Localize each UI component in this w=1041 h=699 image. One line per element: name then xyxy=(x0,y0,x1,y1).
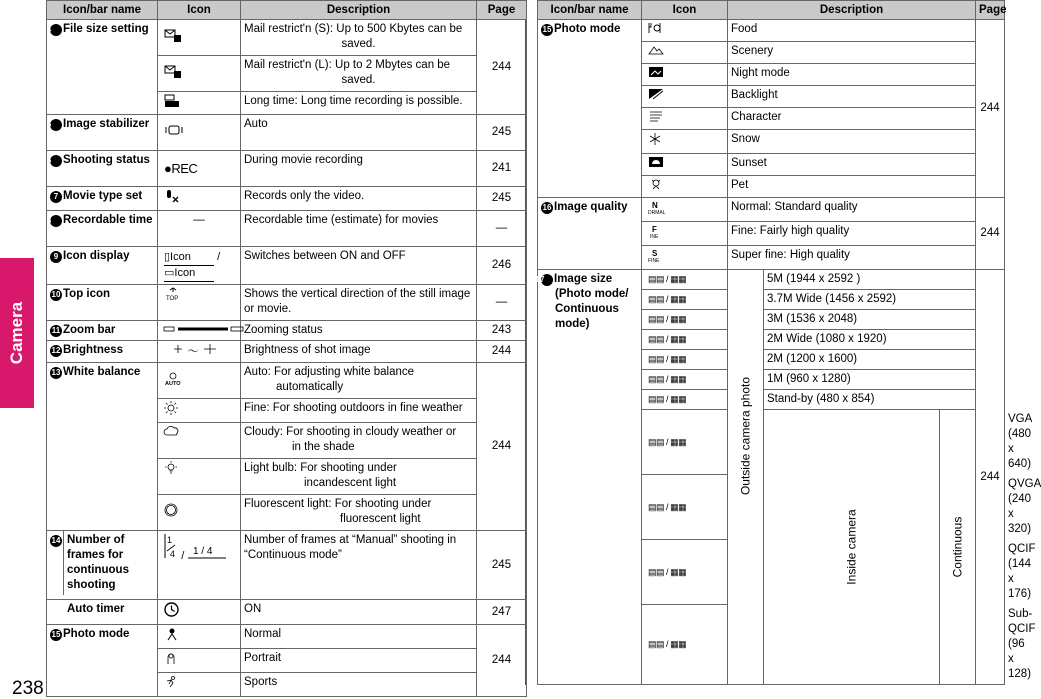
size-5m-icon: ▤▤ xyxy=(648,274,665,284)
page-movie-type: 245 xyxy=(477,187,527,211)
row-name-image-quality: 16 Image quality xyxy=(538,198,642,270)
page-top-icon: — xyxy=(477,285,527,321)
timer-icon xyxy=(158,600,241,625)
zoom-bar-icon xyxy=(158,321,241,341)
quality-superfine-icon xyxy=(642,246,728,270)
wb-fluorescent-icon xyxy=(158,495,241,531)
mode-sports-icon xyxy=(158,673,241,697)
desc-mode-sunset: Sunset xyxy=(728,154,976,176)
desc-file-size-long: Long time: Long time recording is possible. xyxy=(241,92,477,115)
desc-size-2m-wide: 2M Wide (1080 x 1920) xyxy=(764,330,976,350)
quality-normal-icon xyxy=(642,198,728,222)
desc-quality-superfine: Super fine: High quality xyxy=(728,246,976,270)
mode-pet-icon xyxy=(642,176,728,198)
size-icon-pair: ▤▤ / ▦▦ xyxy=(642,270,728,290)
top-direction-icon xyxy=(158,285,241,321)
quality-fine-icon xyxy=(642,222,728,246)
row-name-recordable: 8 Recordable time xyxy=(47,211,158,247)
header-icon: Icon xyxy=(158,1,241,20)
desc-wb-fluorescent: Fluorescent light: For shooting under fluorescent light xyxy=(241,495,477,531)
page-photo-mode-right: 244 xyxy=(976,20,1005,198)
icon-off-icon: ▭Icon xyxy=(164,266,214,282)
page-auto-timer: 247 xyxy=(477,600,527,625)
mode-night-icon xyxy=(642,64,728,86)
svg-text:1 / 4: 1 / 4 xyxy=(193,546,213,557)
svg-text:1: 1 xyxy=(167,535,173,545)
frames-small-icon xyxy=(164,533,178,559)
wb-light-bulb-icon xyxy=(158,459,241,495)
mode-snow-icon xyxy=(642,130,728,154)
desc-size-3m: 3M (1536 x 2048) xyxy=(764,310,976,330)
size-icon-pair: ▤▤ / ▦▦ xyxy=(642,350,728,370)
desc-frames: Number of frames at “Manual” shooting in “Continuous mode” xyxy=(241,531,477,600)
svg-text:F: F xyxy=(652,225,657,234)
header-name-right: Icon/bar name xyxy=(538,1,642,20)
row-name-file-size: 4 File size setting xyxy=(47,20,158,115)
desc-quality-normal: Normal: Standard quality xyxy=(728,198,976,222)
size-icon-pair: ▤▤ / ▦▦ xyxy=(642,330,728,350)
svg-text:TOP: TOP xyxy=(166,296,179,302)
page-shooting: 241 xyxy=(477,151,527,187)
size-1m-cont-icon: ▦▦ xyxy=(670,374,687,384)
mode-food-icon xyxy=(642,20,728,42)
size-3m-icon: ▤▤ xyxy=(648,314,665,324)
icon-display-icons: ▯Icon / ▭Icon xyxy=(158,247,241,285)
size-1m-icon: ▤▤ xyxy=(648,374,665,384)
row-name-stabilizer: 5 Image stabilizer xyxy=(47,115,158,151)
desc-file-size-s: Mail restrict'n (S): Up to 500 Kbytes can be saved. xyxy=(241,20,477,56)
size-subqcif-icon: ▤▤ xyxy=(648,639,665,649)
row-name-white-balance: 13 White balance xyxy=(47,363,158,531)
page-file-size: 244 xyxy=(477,20,527,115)
page-image-quality: 244 xyxy=(976,198,1005,270)
desc-stabilizer: Auto xyxy=(241,115,477,151)
svg-text:FINE: FINE xyxy=(648,258,660,264)
row-name-image-size: 17 Image size (Photo mode/ Continuous mode) xyxy=(538,270,642,685)
wb-auto-icon xyxy=(158,363,241,399)
row-name-top-icon: 10 Top icon xyxy=(47,285,158,321)
desc-mode-night: Night mode xyxy=(728,64,976,86)
size-2m-icon: ▤▤ xyxy=(648,354,665,364)
svg-text:AUTO: AUTO xyxy=(165,381,181,387)
page-image-size: 244 xyxy=(976,270,1005,685)
page-zoom: 243 xyxy=(477,321,527,341)
size-vga-cont-icon: ▦▦ xyxy=(670,436,687,447)
desc-zoom: Zooming status xyxy=(241,321,477,341)
mic-off-icon xyxy=(158,187,241,211)
continuous-label: Continuous xyxy=(940,410,976,685)
row-name-photo-mode-left: 15 Photo mode xyxy=(47,625,158,697)
size-icon-pair: ▤▤ / ▦▦ xyxy=(642,390,728,410)
desc-quality-fine: Fine: Fairly high quality xyxy=(728,222,976,246)
rec-icon: ●REC xyxy=(158,151,241,187)
page-recordable: — xyxy=(477,211,527,247)
page-icon-display: 246 xyxy=(477,247,527,285)
size-qcif-icon: ▤▤ xyxy=(648,566,665,577)
desc-mode-character: Character xyxy=(728,108,976,130)
svg-text:S: S xyxy=(652,249,658,258)
header-page: Page xyxy=(477,1,527,20)
size-icon-pair: ▤▤ / ▦▦ xyxy=(642,410,728,475)
mode-backlight-icon xyxy=(642,86,728,108)
svg-text:4: 4 xyxy=(170,549,176,559)
size-icon-pair: ▤▤ / ▦▦ xyxy=(642,290,728,310)
desc-wb-fine: Fine: For shooting outdoors in fine weather xyxy=(241,399,477,423)
size-vga-icon: ▤▤ xyxy=(648,436,665,447)
page-photo-mode-left: 244 xyxy=(477,625,527,697)
desc-mode-backlight: Backlight xyxy=(728,86,976,108)
wb-cloudy-icon xyxy=(158,423,241,459)
stabilizer-icon xyxy=(158,115,241,151)
header-desc: Description xyxy=(241,1,477,20)
mode-portrait-icon xyxy=(158,649,241,673)
page-brightness: 244 xyxy=(477,341,527,363)
size-standby-icon: ▤▤ xyxy=(648,394,665,404)
row-name-icon-display: 9 Icon display xyxy=(47,247,158,285)
long-time-icon xyxy=(158,92,241,115)
desc-top-icon: Shows the vertical direction of the still image or movie. xyxy=(241,285,477,321)
mail-restrict-s-icon xyxy=(158,20,241,56)
section-tab: Camera xyxy=(0,258,34,408)
size-2m-cont-icon: ▦▦ xyxy=(670,354,687,364)
frames-icons: 1 4 / 1 / 4 xyxy=(158,531,241,600)
size-icon-pair: ▤▤ / ▦▦ xyxy=(642,475,728,540)
mode-sunset-icon xyxy=(642,154,728,176)
size-icon-pair: ▤▤ / ▦▦ xyxy=(642,370,728,390)
desc-file-size-l: Mail restrict'n (L): Up to 2 Mbytes can be saved. xyxy=(241,56,477,92)
brightness-high-icon xyxy=(202,343,218,355)
wb-fine-icon xyxy=(158,399,241,423)
size-subqcif-cont-icon: ▦▦ xyxy=(670,639,687,649)
desc-shooting: During movie recording xyxy=(241,151,477,187)
size-icon-pair: ▤▤ / ▦▦ xyxy=(642,605,728,685)
size-standby-cont-icon: ▦▦ xyxy=(670,394,687,404)
inside-camera-label: Inside camera xyxy=(764,410,940,685)
desc-recordable: Recordable time (estimate) for movies xyxy=(241,211,477,247)
header-name: Icon/bar name xyxy=(47,1,158,20)
desc-brightness: Brightness of shot image xyxy=(241,341,477,363)
mail-restrict-l-icon xyxy=(158,56,241,92)
size-icon-pair: ▤▤ / ▦▦ xyxy=(642,540,728,605)
size-icon-pair: ▤▤ / ▦▦ xyxy=(642,310,728,330)
desc-size-1m: 1M (960 x 1280) xyxy=(764,370,976,390)
desc-mode-sports: Sports xyxy=(241,673,477,697)
svg-text:DRMAL: DRMAL xyxy=(648,210,666,216)
desc-size-2m: 2M (1200 x 1600) xyxy=(764,350,976,370)
page-frames: 245 xyxy=(477,531,527,600)
mode-character-icon xyxy=(642,108,728,130)
desc-wb-auto: Auto: For adjusting white balance automatically xyxy=(241,363,477,399)
brightness-low-icon xyxy=(172,343,184,355)
desc-size-37m: 3.7M Wide (1456 x 2592) xyxy=(764,290,976,310)
size-37m-cont-icon: ▦▦ xyxy=(670,294,687,304)
size-qvga-cont-icon: ▦▦ xyxy=(670,501,687,512)
header-icon-right: Icon xyxy=(642,1,728,20)
desc-mode-normal: Normal xyxy=(241,625,477,649)
desc-movie-type: Records only the video. xyxy=(241,187,477,211)
page-white-balance: 244 xyxy=(477,363,527,531)
desc-mode-scenery: Scenery xyxy=(728,42,976,64)
size-qcif-cont-icon: ▦▦ xyxy=(670,566,687,577)
size-2m-wide-icon: ▤▤ xyxy=(648,334,665,344)
desc-wb-bulb: Light bulb: For shooting under incandescent light xyxy=(241,459,477,495)
row-name-photo-mode-right: 15 Photo mode xyxy=(538,20,642,198)
size-5m-cont-icon: ▦▦ xyxy=(670,274,687,284)
desc-size-standby: Stand-by (480 x 854) xyxy=(764,390,976,410)
recordable-icon: — xyxy=(158,211,241,247)
icon-on-icon: ▯Icon xyxy=(164,250,214,266)
desc-mode-portrait: Portrait xyxy=(241,649,477,673)
svg-text:INE: INE xyxy=(650,234,659,240)
size-37m-icon: ▤▤ xyxy=(648,294,665,304)
desc-size-5m: 5M (1944 x 2592 ) xyxy=(764,270,976,290)
row-name-auto-timer: Auto timer xyxy=(47,600,158,625)
size-2m-wide-cont-icon: ▦▦ xyxy=(670,334,687,344)
desc-mode-snow: Snow xyxy=(728,130,976,154)
svg-text:N: N xyxy=(652,201,658,210)
size-3m-cont-icon: ▦▦ xyxy=(670,314,687,324)
mode-normal-icon xyxy=(158,625,241,649)
page-number: 238 xyxy=(12,678,44,699)
row-name-brightness: 12 Brightness xyxy=(47,341,158,363)
desc-mode-food: Food xyxy=(728,20,976,42)
outside-camera-label: Outside camera photo xyxy=(728,270,764,685)
right-table: Icon/bar name Icon Description Page 15 Photo mode Food 244 Scenery Night mode Backlight Character Snow Sunset Pet 16 Image quality N DRMAL Normal: Standard quality 244 F INE Fine: Fairly high quality S FINE Super fine: High quality 17 Image size (Photo mode/ Continuous mode) ▤▤ / ▦▦ Outside camera photo 5M (1944 x 2592 ) 244 ▤▤ / ▦▦ 3.7M Wide (1456 x 2592) ▤▤ / ▦▦ 3M (1536 x 2048) ▤▤ / ▦▦ 2M Wide (1080 x 1920) ▤▤ / ▦▦ 2M (1200 x 1600) ▤▤ / ▦▦ 1M (960 x 1280) ▤▤ / ▦▦ Stand-by (480 x 854) ▤▤ / ▦▦ Inside camera Continuous VGA (480 x 640) ▤▤ / ▦▦ QVGA (240 x 320) ▤▤ / ▦▦ QCIF (144 x 176) ▤▤ / ▦▦ Sub-QCIF (96 x 128) xyxy=(537,0,1005,685)
row-name-movie-type: 7 Movie type set xyxy=(47,187,158,211)
mode-scenery-icon xyxy=(642,42,728,64)
header-desc-right: Description xyxy=(728,1,976,20)
row-name-zoom: 11 Zoom bar xyxy=(47,321,158,341)
row-name-frames: 14 Number of frames for continuous shooting xyxy=(47,531,158,600)
page-stabilizer: 245 xyxy=(477,115,527,151)
desc-mode-pet: Pet xyxy=(728,176,976,198)
desc-icon-display: Switches between ON and OFF xyxy=(241,247,477,285)
frames-wide-icon xyxy=(187,543,227,559)
size-qvga-icon: ▤▤ xyxy=(648,501,665,512)
left-table xyxy=(46,0,527,697)
brightness-icons: ～ xyxy=(158,341,241,363)
header-page-right: Page xyxy=(976,1,1005,20)
desc-wb-cloudy: Cloudy: For shooting in cloudy weather or in the shade xyxy=(241,423,477,459)
row-name-shooting: 6 Shooting status xyxy=(47,151,158,187)
desc-auto-timer: ON xyxy=(241,600,477,625)
